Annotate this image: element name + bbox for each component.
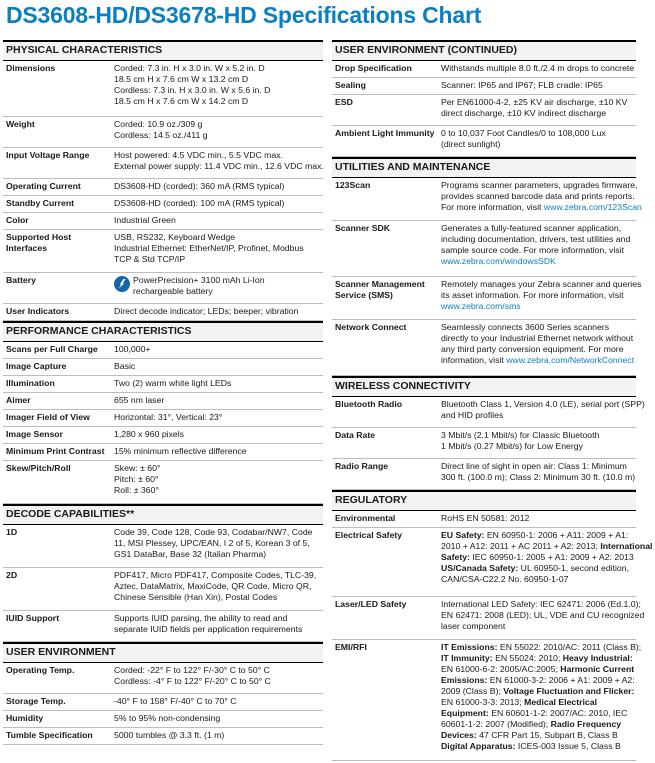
spec-value [111, 376, 323, 392]
spec-label: Skew/Pitch/Roll [6, 463, 71, 473]
battery-value-group [114, 275, 320, 297]
spec-value-line: sample source code. For more information, visit [441, 245, 624, 255]
spec-value-line: Cordless: -4° F to 122° F/-20° C to 50° C [114, 676, 271, 686]
spec-label: Humidity [6, 713, 44, 723]
spec-row-aimer [3, 393, 323, 410]
spec-row-environmental [332, 511, 636, 528]
spec-value-line: 60601-1-2: 2007 (Modified); Radio Frequency [441, 719, 622, 729]
spec-label: Standby Current [6, 198, 75, 208]
spec-value-line: 18.5 cm H x 7.6 cm W x 14.2 cm D [114, 96, 249, 106]
spec-value-line: 5% to 95% non-condensing [114, 713, 221, 723]
spec-label: Laser/LED Safety [335, 599, 407, 609]
spec-value-line: Aztec, DataMatrix, MaxiCode, QR Code, Micro QR, [114, 581, 312, 591]
spec-value [438, 320, 637, 375]
spec-value [438, 597, 647, 639]
spec-value-line: USB, RS232, Keyboard Wedge [114, 232, 236, 242]
spec-value-line: Generates a fully-featured scanner application, [441, 223, 622, 233]
spec-value-line: CAN/CSA-C22.2 No. 60950-1-07 [441, 574, 569, 584]
spec-value-line: provides scanned barcode data and prints reports. [441, 191, 635, 201]
spec-value-line: Direct decode indicator; LEDs; beeper; vibration [114, 306, 299, 316]
spec-value [111, 179, 323, 195]
left-column [3, 40, 323, 745]
spec-row-scanner-management-service-sms [332, 277, 642, 320]
spec-label: Drop Specification [335, 63, 412, 73]
spec-value-line: Seamlessly connects 3600 Series scanners [441, 322, 610, 332]
spec-value-line: PDF417, Micro PDF417, Composite Codes, TLC-39, [114, 570, 317, 580]
spec-value-line: Bluetooth Class 1, Version 4.0 (LE), serial port (SPP) [441, 399, 645, 409]
spec-value-line: Host powered: 4.5 VDC min., 5.5 VDC max. [114, 150, 283, 160]
spec-label: Dimensions [6, 63, 56, 73]
spec-row-storage-temp [3, 694, 323, 711]
spec-value [111, 728, 323, 744]
spec-value [111, 273, 323, 303]
spec-value-line: Corded: -22° F to 122° F/-30° C to 50° C [114, 665, 270, 675]
spec-value [111, 410, 323, 426]
spec-value-line: and HID profiles [441, 410, 504, 420]
spec-value-line: EN 61000-6-2: 2005/AC:2005; Harmonic Current [441, 664, 635, 674]
powerprecision-battery-icon [114, 276, 130, 292]
spec-label: 1D [6, 527, 18, 537]
spec-value-line: Digital Apparatus: ICES-003 Issue 5, Class B [441, 741, 621, 751]
spec-value-line: Pitch: ± 60° [114, 474, 159, 484]
spec-value [438, 126, 636, 156]
spec-value-line: DS3608-HD (corded): 360 mA (RMS typical) [114, 181, 285, 191]
spec-value-line: For more information, visit www.zebra.com/123Scan [441, 202, 642, 212]
spec-value-line: RoHS EN 50581: 2012 [441, 513, 530, 523]
spec-value [438, 178, 645, 220]
bold-term: Harmonic Current [560, 664, 635, 674]
spec-value-line: 0 to 10,037 Foot Candles/0 to 108,000 Lux [441, 128, 606, 138]
spec-value-line: Horizontal: 31°, Vertical: 23° [114, 412, 223, 422]
spec-value [111, 461, 323, 503]
spec-row-scans-per-full-charge [3, 342, 323, 359]
spec-value-line: 18.5 cm H x 7.6 cm W x 13.2 cm D [114, 74, 249, 84]
spec-value-line [441, 256, 633, 267]
spec-label: Image Capture [6, 361, 67, 371]
spec-label: Scans per Full Charge [6, 344, 98, 354]
section-heading-user-environment: USER ENVIRONMENT [3, 642, 323, 663]
spec-row-color [3, 213, 323, 230]
spec-value [438, 528, 655, 596]
spec-label: Operating Temp. [6, 665, 75, 675]
spec-value-line: Devices: 47 CFR Part 15, Subpart B, Class B [441, 730, 618, 740]
spec-value [111, 427, 323, 443]
spec-label: 123Scan [335, 180, 371, 190]
spec-value-line: TCP & Std TCP/IP [114, 254, 186, 264]
spec-label: EMI/RFI [335, 642, 367, 652]
section-heading-wireless-connectivity: WIRELESS CONNECTIVITY [332, 376, 636, 397]
spec-value-line: laser component [441, 621, 506, 631]
spec-value-line: Industrial Green [114, 215, 176, 225]
spec-value [111, 196, 323, 212]
bold-term: Heavy Industrial: [562, 653, 633, 663]
spec-row-scanner-sdk [332, 221, 636, 277]
spec-label: Operating Current [6, 181, 81, 191]
spec-row-operating-current [3, 179, 323, 196]
spec-label: Imager Field of View [6, 412, 90, 422]
bold-term: Voltage Fluctuation and Flicker: [503, 686, 635, 696]
spec-value [111, 444, 323, 460]
spec-value [438, 221, 636, 276]
bold-term: Radio Frequency [550, 719, 622, 729]
spec-value-line: Supports IUID parsing, the ability to read and [114, 613, 288, 623]
spec-value [111, 393, 323, 409]
spec-value-line: US/Canada Safety: UL 60950-1, second edition, [441, 563, 630, 573]
spec-row-2d [3, 568, 323, 611]
spec-value-line: 15% minimum reflective difference [114, 446, 247, 456]
spec-label: Scanner SDK [335, 223, 391, 233]
bold-term: EU Safety: [441, 530, 485, 540]
spec-label: Image Sensor [6, 429, 63, 439]
spec-label: Bluetooth Radio [335, 399, 403, 409]
spec-row-drop-specification [332, 61, 636, 78]
spec-value [438, 511, 636, 527]
spec-row-image-capture [3, 359, 323, 376]
spec-value-line: 2009 (Class B); Voltage Fluctuation and Flicker: [441, 686, 635, 696]
spec-value-line: 655 nm laser [114, 395, 165, 405]
spec-value-line: Emissions: EN 61000-3-2: 2006 + A1: 2009 + A2: [441, 675, 635, 685]
spec-value-line: Basic [114, 361, 136, 371]
spec-label: Storage Temp. [6, 696, 66, 706]
spec-value-line: Per EN61000-4-2, ±25 KV air discharge, ±10 KV [441, 97, 628, 107]
spec-row-bluetooth-radio [332, 397, 645, 428]
spec-label: ESD [335, 97, 353, 107]
spec-row-standby-current [3, 196, 323, 213]
spec-row-illumination [3, 376, 323, 393]
spec-value-line [441, 301, 641, 312]
spec-row-electrical-safety [332, 528, 653, 597]
spec-row-dimensions [3, 61, 323, 117]
link-www-zebra-com-networkconnect[interactable]: www.zebra.com/NetworkConnect [506, 355, 635, 365]
spec-value-line: Safety: IEC 60950-1: 2005 + A1: 2009 + A2: 2013 [441, 552, 634, 562]
spec-value-line: Direct line of sight in open air: Class 1: Minimum [441, 461, 627, 471]
page-title: DS3608-HD/DS3678-HD Specifications Chart [6, 2, 482, 28]
spec-value-line: Industrial Ethernet: EtherNet/IP, Profinet, Modbus [114, 243, 304, 253]
spec-value-line: Corded: 10.9 oz./309 g [114, 119, 203, 129]
bold-term: Safety: [441, 552, 470, 562]
spec-row-laser-led-safety [332, 597, 645, 640]
spec-row-1d [3, 525, 323, 568]
bold-term: US/Canada Safety: [441, 563, 519, 573]
spec-value-line: Scanner: IP65 and IP67; FLB cradle: IP65 [441, 80, 603, 90]
spec-value-line: 300 ft. (100.0 m); Class 2: Minimum 30 ft. (10.0 m) [441, 472, 636, 482]
spec-value-line: GS1 DataBar, Base 32 (Italian Pharma) [114, 549, 267, 559]
spec-value [438, 78, 636, 94]
spec-value-line: Equipment: EN 60601-1-2: 2007/AC: 2010, IEC [441, 708, 628, 718]
spec-value-line: PowerPrecision+ 3100 mAh Li-Ion [133, 275, 265, 285]
spec-value-line: External power supply: 11.4 VDC min., 12.6 VDC max. [114, 161, 324, 171]
spec-value [111, 117, 323, 147]
spec-value-line: Roll: ± 360° [114, 485, 159, 495]
spec-label: Minimum Print Contrast [6, 446, 105, 456]
spec-value-line: IT Emissions: EN 55022: 2010/AC: 2011 (Class B); [441, 642, 642, 652]
spec-value [111, 611, 323, 641]
spec-value [111, 213, 323, 229]
spec-row-user-indicators [3, 304, 323, 321]
bold-term: Devices: [441, 730, 477, 740]
spec-label: Network Connect [335, 322, 407, 332]
spec-value-line: Programs scanner parameters, upgrades firmware, [441, 180, 638, 190]
spec-value [111, 304, 323, 320]
spec-label: Radio Range [335, 461, 389, 471]
spec-label: Supported Host Interfaces [6, 232, 72, 253]
spec-label: Input Voltage Range [6, 150, 90, 160]
bold-term: Equipment: [441, 708, 489, 718]
spec-value-line: EN 62471: 2008 (LED); UL, VDE and CU recognized [441, 610, 645, 620]
spec-value-line: Remotely manages your Zebra scanner and queries [441, 279, 642, 289]
spec-value-line: Withstands multiple 8.0 ft./2.4 m drops to concrete [441, 63, 635, 73]
spec-value [111, 711, 323, 727]
bold-term: IT Emissions: [441, 642, 498, 652]
spec-row-supported-host-interfaces [3, 230, 323, 273]
bold-term: Medical Electrical [524, 697, 597, 707]
spec-value [438, 277, 644, 319]
spec-value [111, 663, 323, 693]
spec-value [111, 694, 323, 710]
spec-row-battery [3, 273, 323, 304]
spec-value [438, 428, 636, 458]
spec-row-sealing [332, 78, 636, 95]
spec-value-line: -40° F to 158° F/-40° C to 70° C [114, 696, 237, 706]
spec-value-line: EN 61000-3-3: 2013; Medical Electrical [441, 697, 597, 707]
spec-value-line: 11, MSI Plessey, UPC/EAN, I 2 of 5, Korean 3 of 5, [114, 538, 310, 548]
spec-value [438, 61, 637, 77]
spec-row-network-connect [332, 320, 636, 376]
spec-value-line: direct discharge, ±10 KV indirect discharge [441, 108, 607, 118]
spec-row-image-sensor [3, 427, 323, 444]
spec-value-line: 1 Mbit/s (0.27 Mbit/s) for Low Energy [441, 441, 583, 451]
link-www-zebra-com-123scan[interactable]: www.zebra.com/123Scan [543, 202, 642, 212]
section-heading-decode-capabilities: DECODE CAPABILITIES** [3, 504, 323, 525]
spec-label: Ambient Light Immunity [335, 128, 435, 138]
bold-term: International [600, 541, 653, 551]
spec-value-line: 2010 + A12: 2011 + AC 2011 + A2: 2013; International [441, 541, 653, 551]
spec-label: Electrical Safety [335, 530, 403, 540]
spec-value-line: Code 39, Code 128, Code 93, Codabar/NW7, Code [114, 527, 313, 537]
spec-label: User Indicators [6, 306, 70, 316]
spec-label: Aimer [6, 395, 31, 405]
spec-label: Data Rate [335, 430, 376, 440]
spec-value-line: Cordless: 7.3 in. H x 3.0 in. W x 5.6 in. D [114, 85, 271, 95]
spec-label: Weight [6, 119, 35, 129]
spec-label: Scanner Management Service (SMS) [335, 279, 425, 300]
spec-value-line: 100,000+ [114, 344, 151, 354]
spec-value [438, 95, 636, 125]
spec-row-esd [332, 95, 636, 126]
spec-row-tumble-specification [3, 728, 323, 745]
spec-label: Color [6, 215, 29, 225]
spec-value-line: IT Immunity: EN 55024: 2010; Heavy Industrial: [441, 653, 633, 663]
section-heading-performance-characteristics: PERFORMANCE CHARACTERISTICS [3, 321, 323, 342]
spec-label: Illumination [6, 378, 55, 388]
spec-value-line: its asset information. For more information, visit [441, 290, 624, 300]
spec-value [111, 230, 323, 272]
spec-value [438, 397, 648, 427]
spec-value [438, 640, 644, 760]
spec-row-skew-pitch-roll [3, 461, 323, 504]
section-heading-physical-characteristics: PHYSICAL CHARACTERISTICS [3, 40, 323, 61]
spec-value-line: including documentation, drivers, test utilities and [441, 234, 631, 244]
spec-value [111, 61, 323, 116]
spec-value-line: EU Safety: EN 60950-1: 2006 + A11: 2009 + A1: [441, 530, 629, 540]
spec-value-line: (direct sunlight) [441, 139, 501, 149]
spec-value-line: DS3608-HD (corded): 100 mA (RMS typical) [114, 198, 285, 208]
spec-row-iuid-support [3, 611, 323, 642]
section-heading-user-environment-continued: USER ENVIRONMENT (CONTINUED) [332, 40, 636, 61]
spec-value-line: information, visit www.zebra.com/NetworkConnect [441, 355, 635, 365]
spec-value-line: Chinese Sensible (Han Xin), Postal Codes [114, 592, 278, 602]
section-heading-regulatory: REGULATORY [332, 490, 636, 511]
spec-value [111, 568, 323, 610]
spec-value-line: Skew: ± 60° [114, 463, 161, 473]
spec-value-line: 1,280 x 960 pixels [114, 429, 185, 439]
bold-term: IT Immunity: [441, 653, 493, 663]
bold-term: Digital Apparatus: [441, 741, 516, 751]
spec-value-line: Two (2) warm white light LEDs [114, 378, 232, 388]
spec-row-input-voltage-range [3, 148, 323, 179]
spec-label: Environmental [335, 513, 396, 523]
spec-value-line: Corded: 7.3 in. H x 3.0 in. W x 5.2 in. D [114, 63, 265, 73]
spec-row-emi-rfi [332, 640, 642, 761]
spec-row-data-rate [332, 428, 636, 459]
spec-value [111, 525, 323, 567]
spec-value [111, 148, 327, 178]
spec-row-humidity [3, 711, 323, 728]
battery-text [133, 275, 265, 297]
link-www-zebra-com-windowssdk[interactable]: www.zebra.com/windowsSDK [441, 256, 556, 266]
spec-value-line: directly to your Industrial Ethernet network without [441, 333, 634, 343]
spec-row-operating-temp [3, 663, 323, 694]
spec-value-line: any third party conversion equipment. For more [441, 344, 624, 354]
spec-value-line: 3 Mbit/s (2.1 Mbit/s) for Classic Bluetooth [441, 430, 600, 440]
spec-value-line: International LED Safety: IEC 62471: 2006 (Ed.1.0); [441, 599, 641, 609]
spec-row-radio-range [332, 459, 636, 490]
spec-label: IUID Support [6, 613, 60, 623]
section-heading-utilities-and-maintenance: UTILITIES AND MAINTENANCE [332, 157, 636, 178]
spec-row-weight [3, 117, 323, 148]
spec-row-ambient-light-immunity [332, 126, 636, 157]
spec-value [111, 342, 323, 358]
spec-row-minimum-print-contrast [3, 444, 323, 461]
link-www-zebra-com-sms[interactable]: www.zebra.com/sms [441, 301, 521, 311]
spec-value-line: rechargeable battery [133, 286, 213, 296]
spec-label: Battery [6, 275, 36, 285]
spec-label: Sealing [335, 80, 366, 90]
spec-value [438, 459, 638, 489]
spec-label: Tumble Specification [6, 730, 93, 740]
spec-value-line: separate IUID fields per application requirements [114, 624, 303, 634]
bold-term: Emissions: [441, 675, 488, 685]
right-column [332, 40, 653, 761]
spec-value-line: 5000 tumbles @ 3.3 ft. (1 m) [114, 730, 225, 740]
spec-row-imager-field-of-view [3, 410, 323, 427]
spec-value-line: Cordless: 14.5 oz./411 g [114, 130, 208, 140]
spec-row-123scan [332, 178, 642, 221]
spec-label: 2D [6, 570, 18, 580]
spec-value [111, 359, 323, 375]
